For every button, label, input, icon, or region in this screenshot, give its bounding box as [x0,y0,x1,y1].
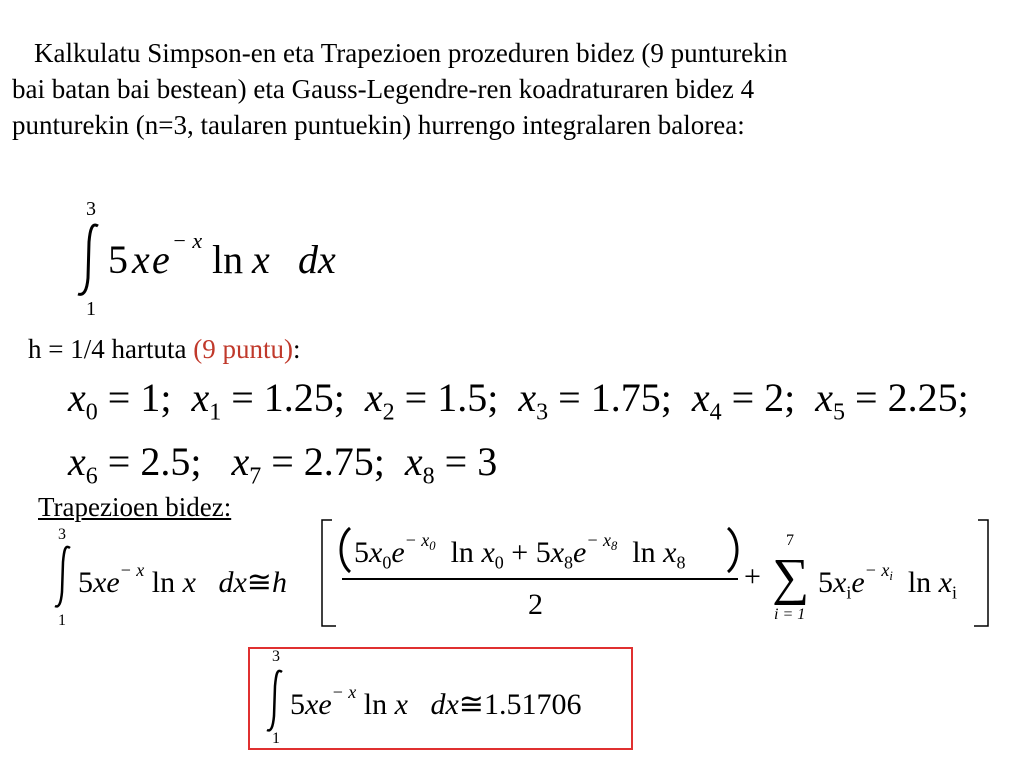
num-x-0: x [369,536,383,570]
trap-denominator: 2 [528,588,543,621]
point-sub: 1 [209,399,222,426]
point-x: x [68,375,86,420]
sum-e: e [851,566,865,600]
trap-ln-x: x [182,566,196,600]
point-sub: 7 [249,463,262,490]
result-dx: dx [430,688,459,722]
integral-e: e [152,237,170,282]
result-x: x [305,688,319,722]
integral-ln: ln [212,237,244,282]
sum-icon: ∑ [772,549,810,606]
num-coef-8: 5 [535,536,551,570]
num-sub-8: 8 [564,552,574,573]
point-val: 3 [477,439,498,484]
left-paren-icon [336,526,354,574]
intro-line-2: bai batan bai bestean) eta Gauss-Legendre-ren koadraturaren bidez 4 [12,74,755,104]
result-ln: ln [363,688,388,722]
result-expression [290,682,581,722]
num-exp-0 [404,530,436,553]
right-bracket-icon [972,518,992,630]
point-8: $x_8 = 3$ [404,439,498,490]
trap-upper-limit: 3 [58,526,66,543]
point-x: x [68,439,86,484]
num-exp-8-text: − x [586,530,611,550]
trap-exp: − x [119,560,145,580]
result-coef: 5 [290,688,305,722]
step-suffix: : [292,334,301,364]
num-ln-0: ln [450,536,474,570]
step-highlight: (9 puntu) [193,334,293,364]
point-val: 2; [764,375,796,420]
sum-term [818,560,957,603]
point-x: x [691,375,710,420]
point-val: 2.75; [303,439,385,484]
integral-x: x [132,237,150,282]
point-val: 1.75; [590,375,672,420]
point-x: x [191,375,210,420]
sum-exp [864,560,893,583]
num-e-0: e [391,536,405,570]
num-sub-0: 0 [382,552,392,573]
result-exp: − x [331,682,357,702]
right-paren-icon [724,526,742,574]
left-bracket-icon [318,518,338,630]
result-value: 1.51706 [483,688,582,722]
points-row-2 [68,438,497,490]
integral-sign-icon [74,222,104,298]
sum-sub: i [846,582,852,603]
sum-lnx: x [938,566,952,600]
fraction-bar [342,578,738,580]
trap-x: x [93,566,107,600]
point-sub: 2 [382,399,395,426]
trap-h: h [271,566,287,600]
trap-e: e [106,566,120,600]
points-row-1 [68,374,969,426]
intro-line-1: Kalkulatu Simpson-en eta Trapezioen prozeduren bidez (9 punturekin [34,38,788,68]
step-line [28,334,300,365]
point-4: $x_4 = 2$; [691,375,796,426]
num-ln-8: ln [632,536,656,570]
trap-ln: ln [151,566,176,600]
point-val: 1; [140,375,172,420]
trap-plus: + [744,560,761,593]
trap-approx: ≅ [246,566,272,600]
point-val: 2.5; [140,439,202,484]
point-val: 1.25; [263,375,345,420]
num-lnsub-8: 8 [676,552,686,573]
integral-dx: dx [298,237,336,282]
point-val: 1.5; [437,375,499,420]
trap-dx: dx [218,566,247,600]
num-exp-8 [586,530,618,553]
trap-lhs [78,560,287,600]
point-sub: 8 [422,463,435,490]
num-lnx-0: x [481,536,495,570]
result-ln-x: x [394,688,408,722]
num-exp-0-text: − x [404,530,430,550]
num-plus: + [511,536,529,570]
sum-coef: 5 [818,566,833,600]
intro-line-3: punturekin (n=3, taularen puntuekin) hurrengo integralaren balorea: [12,110,745,140]
result-lower-limit: 1 [272,730,280,747]
point-1: $x_1 = 1.25$; [191,375,345,426]
point-sub: 4 [709,399,722,426]
trap-lower-limit: 1 [58,612,66,629]
num-exp-0-sub: 0 [429,538,436,553]
result-e: e [318,688,332,722]
step-prefix: h = 1/4 hartuta [28,334,194,364]
integral-ln-x: x [252,237,270,282]
sum-x: x [833,566,847,600]
point-sub: 0 [85,399,98,426]
integral-upper-limit: 3 [86,198,96,220]
point-6: $x_6 = 2.5$; [68,439,202,490]
integral-sign-icon [52,544,74,610]
point-x: x [364,375,383,420]
num-coef-0: 5 [354,536,369,570]
sum-lnsub: i [951,582,957,603]
num-lnsub-0: 0 [494,552,504,573]
point-0: $x_0 = 1$; [68,375,172,426]
num-lnx-8: x [663,536,677,570]
point-2: $x_2 = 1.5$; [364,375,499,426]
num-exp-8-sub: 8 [610,538,618,553]
trapezoid-label: Trapezioen bidez: [38,492,232,522]
point-sub: 6 [85,463,98,490]
point-3: $x_3 = 1.75$; [518,375,672,426]
point-sub: 5 [833,399,846,426]
result-approx: ≅ [458,688,484,722]
sum-lower: i = 1 [774,606,806,623]
point-sub: 3 [536,399,549,426]
point-5: $x_5 = 2.25$; [815,375,969,426]
integral-sign-icon [264,668,286,734]
integral-lower-limit: 1 [86,298,96,320]
integral-coef: 5 [108,237,128,282]
integral-exponent: − x [172,228,203,253]
point-val: 2.25; [887,375,969,420]
sum-exp-sub: i [889,568,893,583]
point-x: x [518,375,537,420]
point-x: x [815,375,834,420]
point-x: x [231,439,250,484]
num-e-8: e [573,536,587,570]
sum-upper: 7 [786,532,794,549]
trap-numerator [354,530,685,573]
sum-ln: ln [907,566,932,600]
sum-exp-text: − x [864,560,890,580]
point-x: x [404,439,423,484]
result-upper-limit: 3 [272,648,280,665]
num-x-8: x [550,536,565,570]
point-7: $x_7 = 2.75$; [231,439,385,490]
trap-coef: 5 [78,566,93,600]
